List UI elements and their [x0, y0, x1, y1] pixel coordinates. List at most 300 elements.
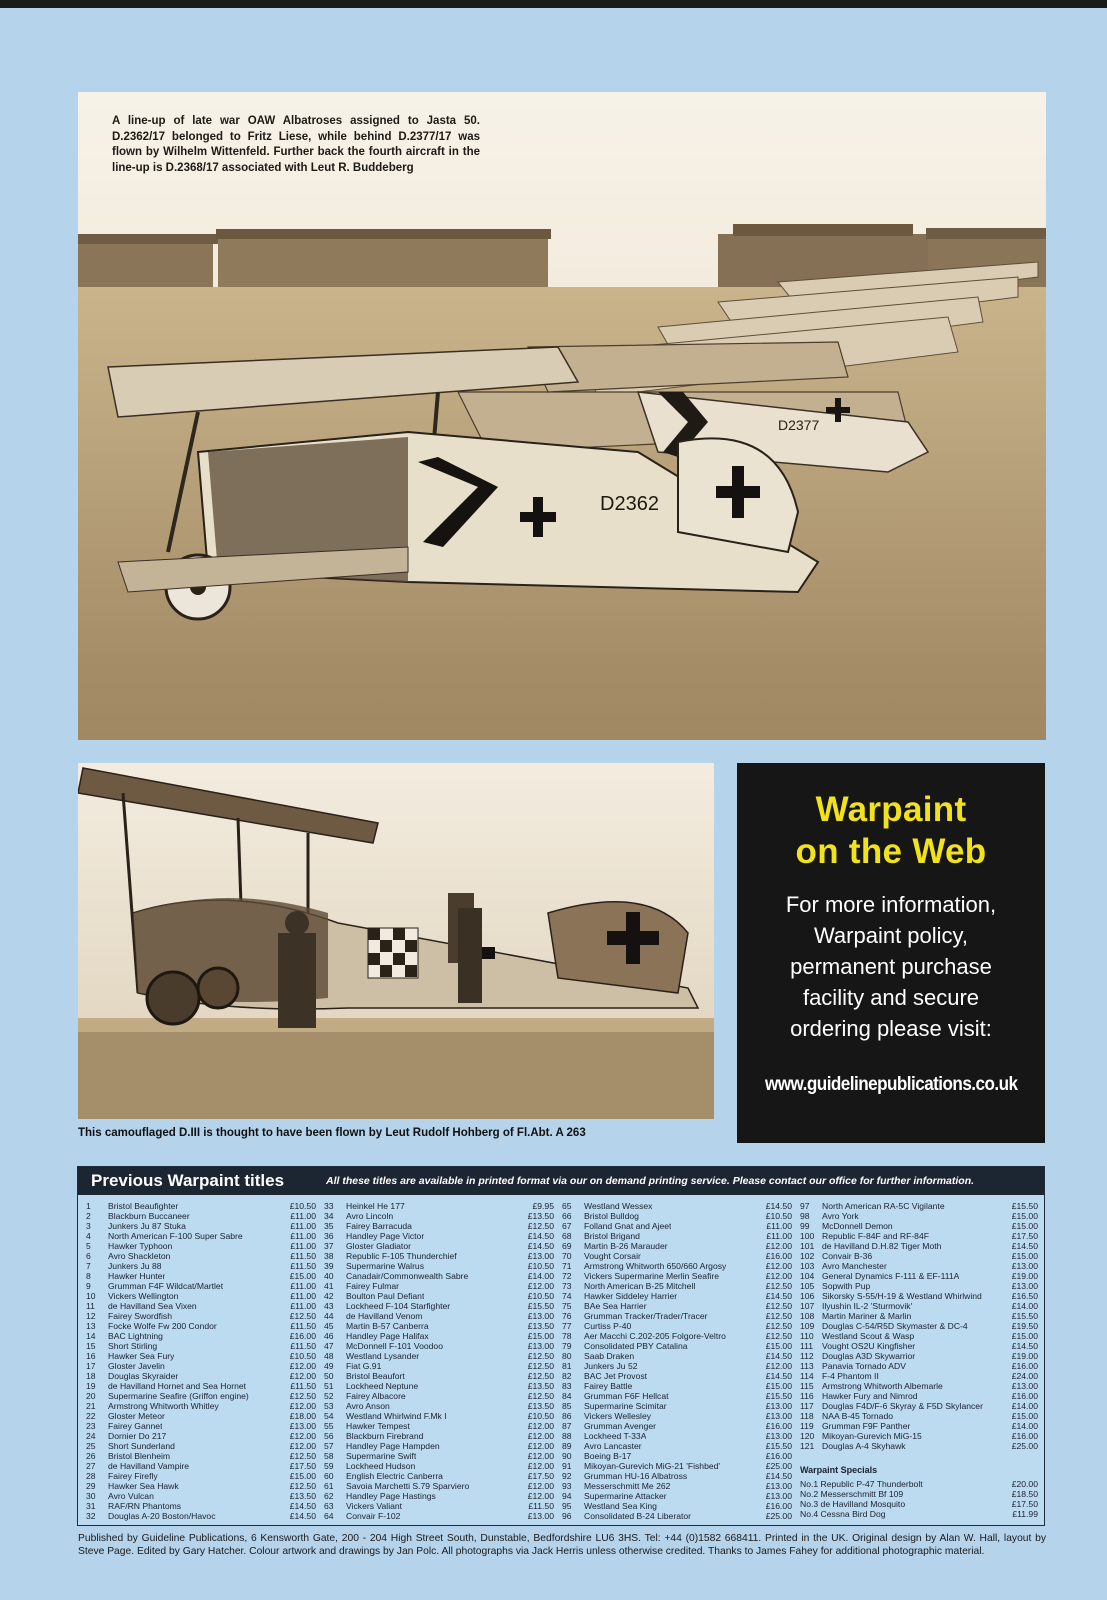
- title-price: £12.00: [765, 1261, 792, 1271]
- title-row: [800, 1261, 1038, 1271]
- previous-titles-panel: [77, 1166, 1045, 1526]
- title-row: [800, 1441, 1038, 1451]
- title-number: 2: [86, 1211, 91, 1221]
- title-row: [324, 1211, 554, 1221]
- title-row: [562, 1421, 792, 1431]
- title-number: 50: [324, 1371, 334, 1381]
- title-number: 5: [86, 1241, 91, 1251]
- title-name: Blackburn Firebrand: [346, 1431, 424, 1441]
- title-row: [800, 1371, 1038, 1381]
- title-row: [324, 1291, 554, 1301]
- title-price: £12.00: [289, 1401, 316, 1411]
- title-number: 89: [562, 1441, 572, 1451]
- special-price: £18.50: [1011, 1489, 1038, 1499]
- title-price: £11.50: [290, 1341, 316, 1351]
- title-price: £14.50: [1011, 1241, 1038, 1251]
- title-number: 56: [324, 1431, 334, 1441]
- title-row: [562, 1361, 792, 1371]
- title-row: [324, 1401, 554, 1411]
- title-row: [324, 1491, 554, 1501]
- title-row: [324, 1511, 554, 1521]
- specials-heading: Warpaint Specials: [800, 1465, 878, 1475]
- title-row: [800, 1421, 1038, 1431]
- title-name: Supermarine Seafire (Griffon engine): [108, 1391, 249, 1401]
- title-name: Avro Anson: [346, 1401, 390, 1411]
- title-price: £14.00: [527, 1271, 554, 1281]
- title-row: [800, 1331, 1038, 1341]
- title-name: Short Sunderland: [108, 1441, 175, 1451]
- title-number: 54: [324, 1411, 334, 1421]
- title-number: 121: [800, 1441, 815, 1451]
- title-price: £11.50: [290, 1251, 316, 1261]
- title-name: North American RA-5C Vigilante: [822, 1201, 945, 1211]
- title-row: [562, 1211, 792, 1221]
- title-number: 62: [324, 1491, 334, 1501]
- title-price: £15.50: [765, 1441, 792, 1451]
- title-number: 73: [562, 1281, 572, 1291]
- title-row: [562, 1281, 792, 1291]
- title-price: £15.50: [1011, 1311, 1038, 1321]
- title-number: 12: [86, 1311, 96, 1321]
- title-row: [86, 1421, 316, 1431]
- title-number: 44: [324, 1311, 334, 1321]
- title-number: 32: [86, 1511, 96, 1521]
- title-price: £13.00: [289, 1421, 316, 1431]
- title-price: £16.00: [1011, 1391, 1038, 1401]
- title-row: [86, 1471, 316, 1481]
- title-row: [562, 1321, 792, 1331]
- title-price: £12.50: [527, 1361, 554, 1371]
- title-price: £19.00: [1011, 1271, 1038, 1281]
- title-name: Mikoyan-Gurevich MiG-15: [822, 1431, 922, 1441]
- web-box-line: ordering please visit:: [790, 1016, 992, 1041]
- title-price: £13.00: [765, 1481, 792, 1491]
- title-name: Grumman F6F Hellcat: [584, 1391, 669, 1401]
- title-name: Grumman Tracker/Trader/Tracer: [584, 1311, 708, 1321]
- title-name: Boulton Paul Defiant: [346, 1291, 425, 1301]
- title-number: 1: [86, 1201, 91, 1211]
- title-row: [324, 1201, 554, 1211]
- title-name: Consolidated B-24 Liberator: [584, 1511, 692, 1521]
- title-name: Folland Gnat and Ajeet: [584, 1221, 672, 1231]
- title-name: Fairey Barracuda: [346, 1221, 412, 1231]
- title-row: [324, 1421, 554, 1431]
- title-row: [324, 1321, 554, 1331]
- title-price: £11.00: [290, 1301, 316, 1311]
- title-price: £16.00: [289, 1331, 316, 1341]
- title-price: £13.00: [527, 1311, 554, 1321]
- title-number: 88: [562, 1431, 572, 1441]
- title-row: [562, 1241, 792, 1251]
- title-row: [800, 1361, 1038, 1371]
- title-name: Vickers Wellington: [108, 1291, 179, 1301]
- title-number: 39: [324, 1261, 334, 1271]
- photo2-caption: This camouflaged D.III is thought to have been flown by Leut Rudolf Hohberg of Fl.Abt. A 263: [78, 1127, 586, 1139]
- title-name: Martin B-26 Marauder: [584, 1241, 668, 1251]
- title-name: Vickers Valiant: [346, 1501, 403, 1511]
- title-row: [800, 1381, 1038, 1391]
- title-price: £18.00: [289, 1411, 316, 1421]
- title-price: £13.50: [527, 1381, 554, 1391]
- title-name: Handley Page Hastings: [346, 1491, 436, 1501]
- title-name: Consolidated PBY Catalina: [584, 1341, 688, 1351]
- title-name: Hawker Fury and Nimrod: [822, 1391, 918, 1401]
- title-row: [86, 1401, 316, 1411]
- title-name: BAC Lightning: [108, 1331, 163, 1341]
- publisher-footer: Published by Guideline Publications, 6 Kensworth Gate, 200 - 204 High Street South, Dunstable, Bedfordshire LU6 3HS. Tel: +44 (0)1582 668411. Printed in the UK. Original design by Alan W. Hall, layout by Steve Page. Edited by Gary Hatcher. Colour artwork and drawings by Jan Polc. All photographs via Jack Herris unless otherwise credited. Thanks to James Fahey for additional photographic material.: [78, 1533, 1046, 1557]
- title-number: 118: [800, 1411, 814, 1421]
- title-row: [86, 1291, 316, 1301]
- title-number: 90: [562, 1451, 572, 1461]
- title-row: [562, 1351, 792, 1361]
- special-price: £11.99: [1012, 1509, 1038, 1519]
- title-price: £12.50: [765, 1331, 792, 1341]
- title-number: 34: [324, 1211, 334, 1221]
- special-row: [800, 1489, 1038, 1499]
- title-name: Avro Manchester: [822, 1261, 887, 1271]
- title-number: 24: [86, 1431, 96, 1441]
- title-price: £13.50: [289, 1491, 316, 1501]
- title-name: Westland Lysander: [346, 1351, 420, 1361]
- title-number: 75: [562, 1301, 572, 1311]
- title-price: £12.50: [765, 1301, 792, 1311]
- title-name: Westland Scout & Wasp: [822, 1331, 915, 1341]
- title-number: 85: [562, 1401, 572, 1411]
- web-url-link[interactable]: www.guidelinepublications.co.uk: [764, 1074, 1018, 1095]
- title-row: [86, 1261, 316, 1271]
- title-price: £12.50: [289, 1481, 316, 1491]
- title-name: Fairey Swordfish: [108, 1311, 172, 1321]
- title-number: 70: [562, 1251, 572, 1261]
- web-box-title-line1: Warpaint: [815, 790, 967, 829]
- title-number: 16: [86, 1351, 96, 1361]
- title-number: 110: [800, 1331, 814, 1341]
- title-name: Curtiss P-40: [584, 1321, 632, 1331]
- title-number: 58: [324, 1451, 334, 1461]
- title-row: [800, 1311, 1038, 1321]
- title-price: £11.00: [290, 1241, 316, 1251]
- title-row: [324, 1301, 554, 1311]
- title-row: [86, 1301, 316, 1311]
- title-number: 91: [562, 1461, 572, 1471]
- title-row: [86, 1501, 316, 1511]
- title-name: Fiat G.91: [346, 1361, 382, 1371]
- title-price: £16.50: [1011, 1291, 1038, 1301]
- title-row: [562, 1311, 792, 1321]
- title-row: [562, 1491, 792, 1501]
- title-name: Grumman Avenger: [584, 1421, 656, 1431]
- title-row: [562, 1431, 792, 1441]
- title-name: Vought OS2U Kingfisher: [822, 1341, 916, 1351]
- web-box-line: Warpaint policy,: [813, 923, 969, 948]
- title-number: 52: [324, 1391, 334, 1401]
- serial-d2362: D2362: [600, 493, 659, 515]
- title-price: £13.50: [527, 1401, 554, 1411]
- title-row: [562, 1481, 792, 1491]
- title-number: 4: [86, 1231, 91, 1241]
- title-price: £12.00: [527, 1431, 554, 1441]
- title-row: [562, 1371, 792, 1381]
- title-name: Avro Vulcan: [108, 1491, 154, 1501]
- title-name: Bristol Brigand: [584, 1231, 640, 1241]
- title-row: [324, 1381, 554, 1391]
- title-number: 43: [324, 1301, 334, 1311]
- title-name: Armstrong Whitworth 650/660 Argosy: [584, 1261, 727, 1271]
- title-name: Mikoyan-Gurevich MiG-21 'Fishbed': [584, 1461, 721, 1471]
- title-number: 83: [562, 1381, 572, 1391]
- title-price: £12.00: [765, 1361, 792, 1371]
- title-name: Junkers Ju 88: [108, 1261, 162, 1271]
- title-price: £16.00: [765, 1251, 792, 1261]
- title-name: Boeing B-17: [584, 1451, 632, 1461]
- title-price: £13.00: [765, 1401, 792, 1411]
- title-name: Gloster Gladiator: [346, 1241, 411, 1251]
- title-number: 48: [324, 1351, 334, 1361]
- title-price: £12.00: [527, 1451, 554, 1461]
- title-name: Dornier Do 217: [108, 1431, 167, 1441]
- title-price: £15.00: [765, 1341, 792, 1351]
- title-number: 25: [86, 1441, 96, 1451]
- special-name: No.3 de Havilland Mosquito: [800, 1499, 906, 1509]
- title-row: [800, 1401, 1038, 1411]
- title-number: 64: [324, 1511, 334, 1521]
- title-price: £15.50: [527, 1301, 554, 1311]
- title-price: £16.00: [765, 1501, 792, 1511]
- title-row: [86, 1241, 316, 1251]
- title-price: £14.50: [289, 1511, 316, 1521]
- title-number: 67: [562, 1221, 572, 1231]
- title-row: [86, 1221, 316, 1231]
- title-price: £13.00: [1011, 1381, 1038, 1391]
- title-name: McDonnell Demon: [822, 1221, 893, 1231]
- title-price: £13.50: [527, 1211, 554, 1221]
- title-name: Focke Wolfe Fw 200 Condor: [108, 1321, 217, 1331]
- title-name: Westland Sea King: [584, 1501, 657, 1511]
- title-price: £12.50: [527, 1391, 554, 1401]
- title-number: 11: [86, 1301, 95, 1311]
- title-number: 21: [86, 1401, 96, 1411]
- title-number: 104: [800, 1271, 815, 1281]
- title-price: £14.50: [765, 1291, 792, 1301]
- title-number: 109: [800, 1321, 815, 1331]
- previous-titles-header: [78, 1167, 1044, 1195]
- serial-d2377: D2377: [778, 417, 820, 433]
- title-number: 40: [324, 1271, 334, 1281]
- title-name: Republic F-84F and RF-84F: [822, 1231, 929, 1241]
- title-row: [86, 1451, 316, 1461]
- title-number: 15: [86, 1341, 96, 1351]
- title-number: 59: [324, 1461, 334, 1471]
- title-row: [562, 1401, 792, 1411]
- title-name: Handley Page Halifax: [346, 1331, 429, 1341]
- title-price: £10.50: [289, 1351, 316, 1361]
- title-name: Avro Lancaster: [584, 1441, 642, 1451]
- title-number: 19: [86, 1381, 96, 1391]
- title-row: [86, 1391, 316, 1401]
- title-price: £12.50: [527, 1371, 554, 1381]
- title-number: 53: [324, 1401, 334, 1411]
- camouflaged-diii-photo: [78, 763, 714, 1119]
- title-name: Armstrong Whitworth Albemarle: [822, 1381, 943, 1391]
- title-number: 47: [324, 1341, 334, 1351]
- title-name: McDonnell F-101 Voodoo: [346, 1341, 443, 1351]
- web-box-title-line2: on the Web: [795, 832, 987, 871]
- special-name: No.1 Republic P-47 Thunderbolt: [800, 1479, 923, 1489]
- title-name: Blackburn Buccaneer: [108, 1211, 190, 1221]
- title-name: Grumman F4F Wildcat/Martlet: [108, 1281, 224, 1291]
- title-name: Fairey Gannet: [108, 1421, 163, 1431]
- title-name: Hawker Sea Hawk: [108, 1481, 179, 1491]
- title-price: £12.50: [765, 1311, 792, 1321]
- title-name: de Havilland D.H.82 Tiger Moth: [822, 1241, 942, 1251]
- title-name: Junkers Ju 52: [584, 1361, 638, 1371]
- title-name: Republic F-105 Thunderchief: [346, 1251, 457, 1261]
- title-price: £19.50: [1011, 1321, 1038, 1331]
- special-row: [800, 1509, 1038, 1519]
- title-name: Vickers Supermarine Merlin Seafire: [584, 1271, 720, 1281]
- title-price: £14.50: [765, 1471, 792, 1481]
- title-price: £25.00: [765, 1461, 792, 1471]
- special-name: No.4 Cessna Bird Dog: [800, 1509, 886, 1519]
- title-row: [86, 1361, 316, 1371]
- title-number: 101: [800, 1241, 815, 1251]
- title-row: [800, 1351, 1038, 1361]
- title-price: £16.00: [1011, 1361, 1038, 1371]
- title-price: £11.00: [290, 1211, 316, 1221]
- title-number: 81: [562, 1361, 572, 1371]
- title-price: £11.50: [528, 1501, 554, 1511]
- title-number: 9: [86, 1281, 91, 1291]
- title-price: £15.00: [765, 1381, 792, 1391]
- title-row: [86, 1321, 316, 1331]
- title-number: 119: [800, 1421, 814, 1431]
- title-number: 55: [324, 1421, 334, 1431]
- title-number: 20: [86, 1391, 96, 1401]
- title-price: £15.00: [1011, 1411, 1038, 1421]
- title-number: 3: [86, 1221, 91, 1231]
- title-number: 37: [324, 1241, 334, 1251]
- title-price: £25.00: [1011, 1441, 1038, 1451]
- warpaint-web-box: [737, 763, 1045, 1143]
- title-row: [800, 1291, 1038, 1301]
- title-number: 96: [562, 1511, 572, 1521]
- title-price: £10.50: [289, 1201, 316, 1211]
- title-row: [324, 1221, 554, 1231]
- title-name: Hawker Sea Fury: [108, 1351, 175, 1361]
- title-row: [800, 1211, 1038, 1221]
- title-number: 6: [86, 1251, 91, 1261]
- title-row: [324, 1481, 554, 1491]
- title-price: £13.00: [527, 1341, 554, 1351]
- title-name: Armstrong Whitworth Whitley: [108, 1401, 219, 1411]
- title-row: [562, 1291, 792, 1301]
- title-name: Short Stirling: [108, 1341, 158, 1351]
- title-number: 46: [324, 1331, 334, 1341]
- title-number: 57: [324, 1441, 334, 1451]
- title-name: Hawker Hunter: [108, 1271, 166, 1281]
- title-row: [324, 1271, 554, 1281]
- title-row: [86, 1381, 316, 1391]
- title-price: £14.50: [527, 1231, 554, 1241]
- title-price: £16.00: [765, 1451, 792, 1461]
- title-row: [324, 1231, 554, 1241]
- title-name: Martin B-57 Canberra: [346, 1321, 429, 1331]
- title-name: Fairey Fulmar: [346, 1281, 400, 1291]
- title-row: [86, 1211, 316, 1221]
- title-name: Avro Shackleton: [108, 1251, 171, 1261]
- title-price: £10.50: [527, 1291, 554, 1301]
- title-price: £12.50: [289, 1391, 316, 1401]
- title-name: Hawker Siddeley Harrier: [584, 1291, 678, 1301]
- title-row: [86, 1341, 316, 1351]
- title-row: [86, 1491, 316, 1501]
- title-row: [86, 1441, 316, 1451]
- title-price: £17.50: [289, 1461, 316, 1471]
- title-row: [562, 1441, 792, 1451]
- title-price: £14.50: [765, 1351, 792, 1361]
- title-price: £16.00: [1011, 1431, 1038, 1441]
- title-row: [562, 1341, 792, 1351]
- title-price: £12.50: [527, 1221, 554, 1231]
- title-row: [86, 1231, 316, 1241]
- title-name: Douglas A-4 Skyhawk: [822, 1441, 906, 1451]
- title-name: Supermarine Attacker: [584, 1491, 667, 1501]
- titles-column: [562, 1201, 792, 1521]
- title-price: £19.00: [1011, 1351, 1038, 1361]
- title-price: £12.50: [765, 1281, 792, 1291]
- title-number: 31: [86, 1501, 96, 1511]
- title-row: [86, 1251, 316, 1261]
- title-number: 116: [800, 1391, 814, 1401]
- title-price: £12.00: [527, 1421, 554, 1431]
- title-price: £13.00: [765, 1431, 792, 1441]
- title-name: Fairey Albacore: [346, 1391, 406, 1401]
- web-box-line: permanent purchase: [790, 954, 992, 979]
- title-row: [86, 1431, 316, 1441]
- title-number: 65: [562, 1201, 572, 1211]
- title-name: Fairey Firefly: [108, 1471, 158, 1481]
- title-number: 28: [86, 1471, 96, 1481]
- title-name: Bristol Bulldog: [584, 1211, 639, 1221]
- title-row: [86, 1411, 316, 1421]
- title-row: [324, 1351, 554, 1361]
- title-row: [86, 1311, 316, 1321]
- title-name: Saab Draken: [584, 1351, 635, 1361]
- titles-column: [324, 1201, 554, 1521]
- title-number: 51: [324, 1381, 334, 1391]
- title-number: 10: [86, 1291, 96, 1301]
- title-price: £13.00: [527, 1511, 554, 1521]
- title-row: [562, 1221, 792, 1231]
- title-row: [562, 1391, 792, 1401]
- title-price: £12.00: [527, 1481, 554, 1491]
- title-number: 76: [562, 1311, 572, 1321]
- title-number: 72: [562, 1271, 572, 1281]
- title-row: [800, 1271, 1038, 1281]
- title-number: 108: [800, 1311, 815, 1321]
- title-row: [324, 1311, 554, 1321]
- title-number: 92: [562, 1471, 572, 1481]
- title-price: £9.95: [532, 1201, 554, 1211]
- title-number: 115: [800, 1381, 814, 1391]
- title-number: 99: [800, 1221, 810, 1231]
- title-name: de Havilland Venom: [346, 1311, 423, 1321]
- title-price: £14.00: [1011, 1301, 1038, 1311]
- title-number: 41: [324, 1281, 334, 1291]
- title-name: NAA B-45 Tornado: [822, 1411, 894, 1421]
- title-number: 114: [800, 1371, 814, 1381]
- title-row: [324, 1251, 554, 1261]
